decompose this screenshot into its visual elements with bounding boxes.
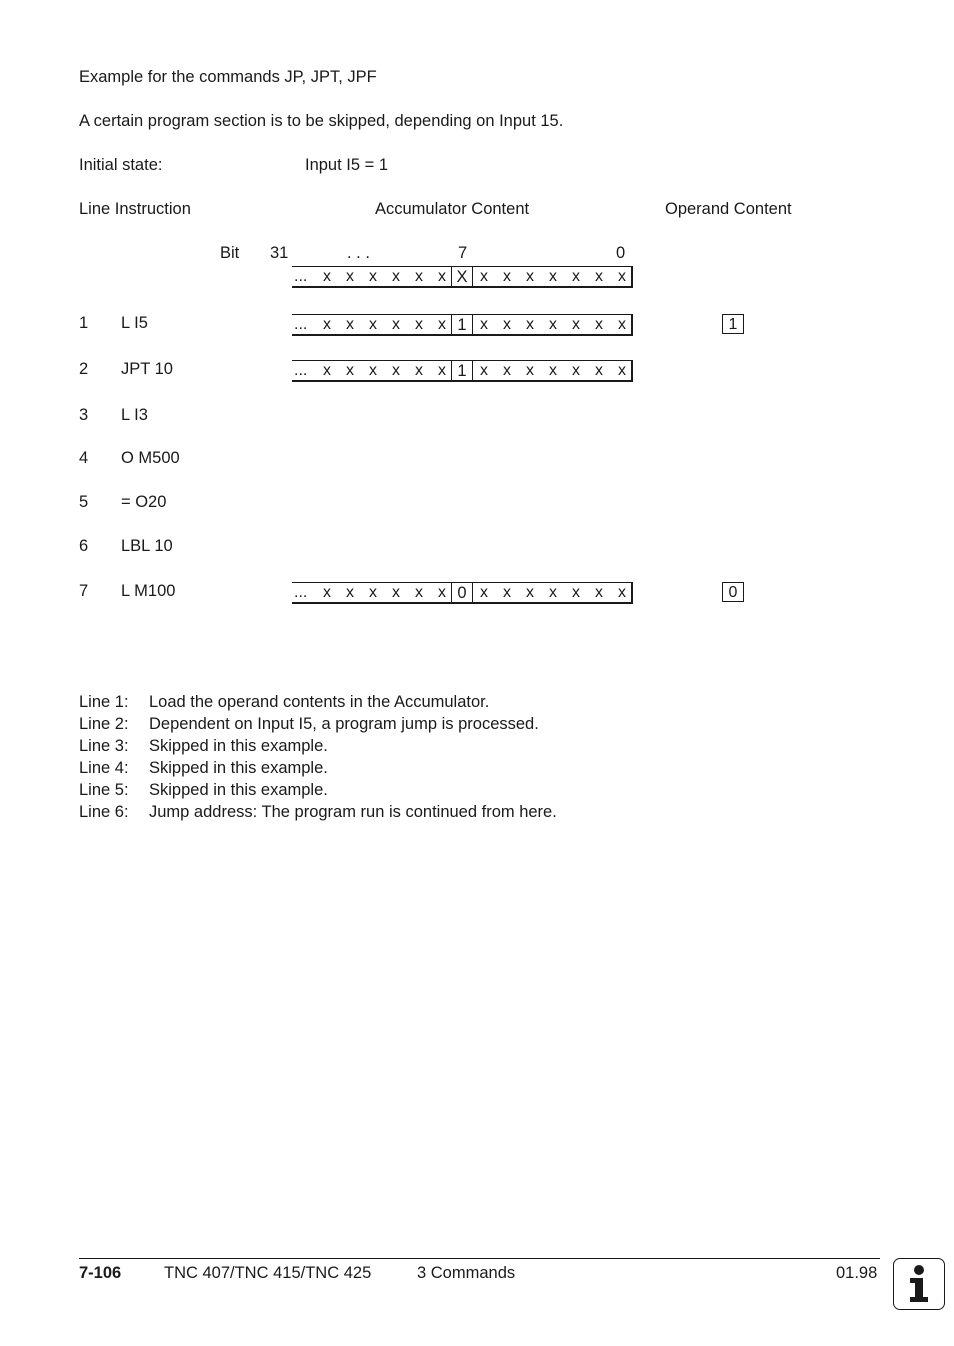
accumulator-register <box>292 582 633 604</box>
row-number: 5 <box>79 493 89 511</box>
footer-model: TNC 407/TNC 415/TNC 425 <box>164 1264 372 1282</box>
register-bit: x <box>369 268 377 285</box>
note-label: Line 2: <box>79 715 129 733</box>
accumulator-register <box>292 314 633 336</box>
column-accumulator: Accumulator Content <box>375 200 530 218</box>
register-bit: x <box>323 316 331 333</box>
register-lead: ... <box>294 584 308 601</box>
register-bit-7: X <box>451 266 473 288</box>
register-bit: x <box>595 268 603 285</box>
register-bit: x <box>618 362 626 379</box>
bit-dots: . . . <box>347 244 370 262</box>
footer-date: 01.98 <box>836 1264 878 1282</box>
note-text: Skipped in this example. <box>149 737 328 755</box>
register-bit: x <box>572 268 580 285</box>
register-bit: x <box>392 316 400 333</box>
register-bit: x <box>438 584 446 601</box>
register-bit: x <box>415 316 423 333</box>
row-instruction: L M100 <box>121 582 176 600</box>
register-bit: x <box>526 268 534 285</box>
row-instruction: L I5 <box>121 314 148 332</box>
note-label: Line 1: <box>79 693 129 711</box>
register-bit: x <box>369 584 377 601</box>
initial-state-value: Input I5 = 1 <box>305 156 389 174</box>
row-number: 7 <box>79 582 89 600</box>
note-text: Skipped in this example. <box>149 759 328 777</box>
row-number: 6 <box>79 537 89 555</box>
register-bit: x <box>503 584 511 601</box>
register-bit: x <box>480 362 488 379</box>
register-lead: ... <box>294 316 308 333</box>
register-bit-7: 0 <box>451 582 473 604</box>
note-label: Line 3: <box>79 737 129 755</box>
register-bit: x <box>369 316 377 333</box>
register-bit: x <box>369 362 377 379</box>
page-number: 7-106 <box>79 1264 122 1282</box>
register-bit: x <box>618 316 626 333</box>
row-number: 2 <box>79 360 89 378</box>
footer-rule <box>79 1258 880 1259</box>
register-bit: x <box>595 584 603 601</box>
column-operand: Operand Content <box>665 200 792 218</box>
row-instruction: L I3 <box>121 406 148 424</box>
register-bit: x <box>415 362 423 379</box>
register-bit: x <box>549 268 557 285</box>
description: A certain program section is to be skipped, depending on Input 15. <box>79 112 564 130</box>
register-bit: x <box>572 362 580 379</box>
register-bit-7: 1 <box>451 314 473 336</box>
register-bit: x <box>392 584 400 601</box>
register-lead: ... <box>294 362 308 379</box>
note-label: Line 4: <box>79 759 129 777</box>
operand-box: 1 <box>722 314 744 334</box>
note-text: Skipped in this example. <box>149 781 328 799</box>
row-number: 3 <box>79 406 89 424</box>
register-bit: x <box>415 268 423 285</box>
register-bit: x <box>572 316 580 333</box>
note-text: Dependent on Input I5, a program jump is processed. <box>149 715 539 733</box>
accumulator-register <box>292 360 633 382</box>
register-bit: x <box>595 316 603 333</box>
register-bit: x <box>323 268 331 285</box>
register-bit: x <box>572 584 580 601</box>
example-heading: Example for the commands JP, JPT, JPF <box>79 68 377 86</box>
column-line-instruction: Line Instruction <box>79 200 191 218</box>
register-bit: x <box>480 268 488 285</box>
register-bit: x <box>438 362 446 379</box>
register-bit: x <box>503 362 511 379</box>
operand-box: 0 <box>722 582 744 602</box>
footer-chapter: 3 Commands <box>417 1264 516 1282</box>
row-instruction: LBL 10 <box>121 537 173 555</box>
register-bit: x <box>503 268 511 285</box>
register-bit: x <box>415 584 423 601</box>
register-bit: x <box>526 584 534 601</box>
register-bit: x <box>480 584 488 601</box>
row-instruction: = O20 <box>121 493 167 511</box>
register-bit: x <box>595 362 603 379</box>
register-bit: x <box>503 316 511 333</box>
register-bit: x <box>392 268 400 285</box>
row-number: 4 <box>79 449 89 467</box>
register-bit: x <box>549 316 557 333</box>
register-bit: x <box>618 268 626 285</box>
register-bit: x <box>549 584 557 601</box>
register-bit-7: 1 <box>451 360 473 382</box>
row-number: 1 <box>79 314 89 332</box>
register-bit: x <box>346 584 354 601</box>
register-bit: x <box>346 316 354 333</box>
register-bit: x <box>438 316 446 333</box>
register-bit: x <box>549 362 557 379</box>
bit-0-label: 0 <box>616 244 626 262</box>
register-bit: x <box>323 362 331 379</box>
register-bit: x <box>618 584 626 601</box>
row-instruction: JPT 10 <box>121 360 173 378</box>
register-bit: x <box>480 316 488 333</box>
initial-state-label: Initial state: <box>79 156 163 174</box>
note-text: Load the operand contents in the Accumulator. <box>149 693 490 711</box>
note-label: Line 5: <box>79 781 129 799</box>
bit-label: Bit <box>220 244 240 262</box>
register-bit: x <box>438 268 446 285</box>
bit-31-label: 31 <box>270 244 289 262</box>
register-bit: x <box>526 316 534 333</box>
row-instruction: O M500 <box>121 449 180 467</box>
note-label: Line 6: <box>79 803 129 821</box>
bit-7-label: 7 <box>458 244 468 262</box>
register-bit: x <box>526 362 534 379</box>
note-text: Jump address: The program run is continued from here. <box>149 803 557 821</box>
register-bit: x <box>323 584 331 601</box>
register-lead: ... <box>294 268 308 285</box>
info-icon <box>893 1258 945 1310</box>
register-bit: x <box>346 362 354 379</box>
register-bit: x <box>346 268 354 285</box>
register-bit: x <box>392 362 400 379</box>
register-template <box>292 266 633 288</box>
